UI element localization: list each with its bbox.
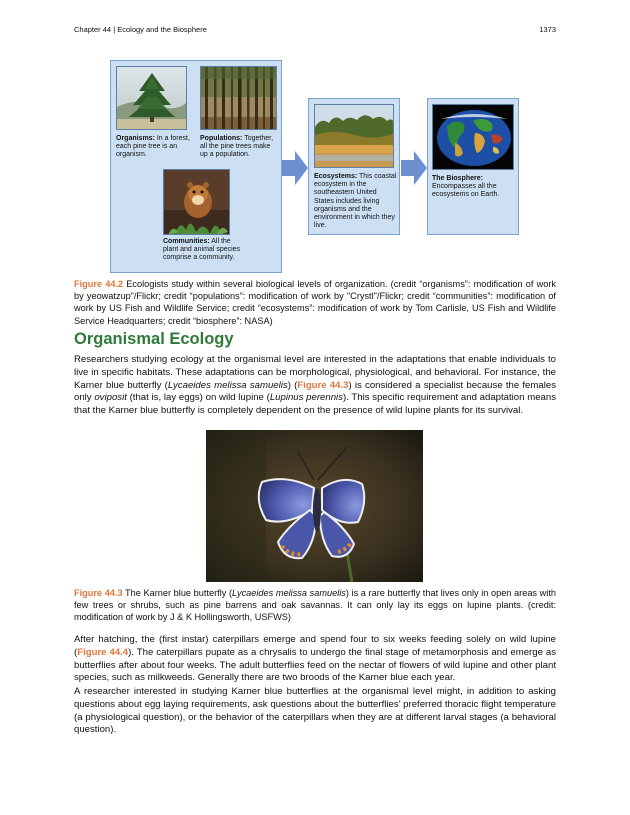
panel-ecosystems (308, 98, 400, 235)
figure-44-3-caption: Figure 44.3 The Karner blue butterfly (Lycaeides melissa samuelis) is a rare butterfly that lives only in open areas with few trees or shrubs, such as pine barrens and oak savannas. It can only lay its eggs on lupine plants. (credit: modification of work by J & K Hollingsworth, USFWS) (74, 588, 556, 623)
populations-caption: Populations: Together, all the pine trees make up a population. (200, 135, 274, 159)
biosphere-photo (432, 104, 514, 170)
coastal-ecosystem-image (315, 105, 394, 168)
marten-image (164, 170, 230, 235)
communities-caption: Communities: All the plant and animal species comprise a community. (163, 238, 241, 262)
figure-44-2 (0, 58, 630, 273)
panel-biosphere (427, 98, 519, 235)
population-photo (200, 66, 277, 130)
pine-tree-image (117, 67, 187, 130)
arrow-right-icon (401, 151, 427, 185)
section-title: Organismal Ecology (74, 330, 234, 348)
paragraph-1: Researchers studying ecology at the organismal level are interested in the adaptations that enable individuals to live in specific habitats. These adaptations can be morphological, physiological, and behavioral. For instance, the Karner blue butterfly (Lycaeides melissa samuelis) (Figure 44.3) is considered a specialist because the females only oviposit (that is, lay eggs) on wild lupine (Lupinus perennis). This specific requirement and adaptation means that the Karner blue butterfly is completely dependent on the presence of wild lupine plants for its survival. (74, 354, 557, 417)
organisms-caption: Organisms: In a forest, each pine tree is an organism. (116, 135, 190, 159)
paragraph-3: A researcher interested in studying Karner blue butterflies at the organismal level might, in addition to asking questions about egg laying requirements, ask questions about the butterflies’ preferred thoracic flight temperature (a physiological question), or the behavior of the caterpillars when they are at different larval stages (a behavioral question). (74, 686, 556, 736)
panel-organisms-populations-communities (110, 60, 282, 273)
running-head: Chapter 44 | Ecology and the Biosphere (74, 25, 207, 34)
pine-forest-image (201, 67, 277, 130)
karner-blue-butterfly-image (206, 430, 423, 582)
figure-44-3-photo (206, 430, 423, 582)
community-photo (163, 169, 230, 235)
figure-44-2-label: Figure 44.2 (74, 279, 124, 289)
biosphere-caption: The Biosphere: Encompasses all the ecosystems on Earth. (432, 175, 500, 199)
figure-44-4-link[interactable]: Figure 44.4 (77, 646, 129, 658)
page-number: 1373 (539, 25, 556, 34)
earth-map-image (433, 105, 514, 170)
figure-44-3-label: Figure 44.3 (74, 588, 123, 598)
ecosystem-photo (314, 104, 394, 168)
ecosystems-caption: Ecosystems: This coastal ecosystem in the southeastern United States includes living organisms and the environment in which they live. (314, 173, 397, 230)
organism-photo (116, 66, 187, 130)
arrow-right-icon (282, 151, 308, 185)
figure-44-2-caption: Figure 44.2 Ecologists study within several biological levels of organization. (credit “organisms”: modification of work by yeowatzup”/Flickr; credit “populations”: modification of work by "Crystl"/Flickr; credit “communities”: modification of work by US Fish and Wildlife Service; credit “ecosystems”: modification of work by Tom Carlisle, US Fish and Wildlife Service Headquarters; credit “biosphere”: NASA) (74, 279, 556, 326)
figure-44-3-link[interactable]: Figure 44.3 (297, 379, 349, 391)
paragraph-2: After hatching, the (first instar) caterpillars emerge and spend four to six weeks feeding solely on wild lupine (Figure 44.4). The caterpillars pupate as a chrysalis to undergo the final stage of metamorphosis and emerge as butterflies after about four weeks. The adult butterflies feed on the nectar of flowers of wild lupine and other plant species, such as milkweeds. Generally there are two broods of the Karner blue each year. (74, 634, 557, 684)
